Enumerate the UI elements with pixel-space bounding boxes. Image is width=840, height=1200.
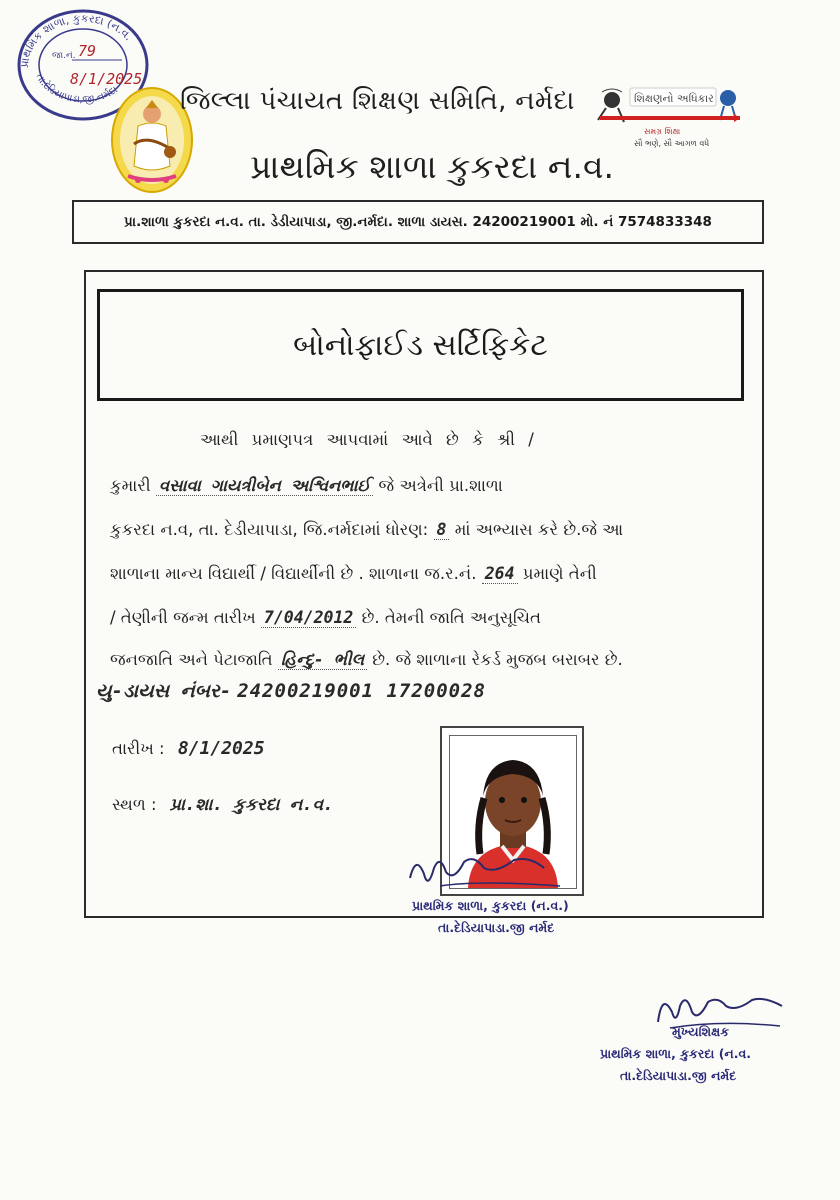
prefix-kumari: કુમારી xyxy=(110,476,151,495)
subcaste: હિન્દુ- ભીલ xyxy=(278,650,367,670)
certificate-title-box xyxy=(97,289,744,401)
header-district-title: જિલ્લા પંચાયત શિક્ષણ સમિતિ, નર્મદા xyxy=(180,86,575,116)
cert-line-6-a: જનજાતિ અને પેટાજાતિ xyxy=(110,650,273,669)
birth-date: 7/04/2012 xyxy=(261,608,356,628)
stamp-number-value: 79 xyxy=(78,42,97,60)
cert-line-2 xyxy=(110,476,730,496)
cert-line-6 xyxy=(110,650,730,670)
date-value: 8/1/2025 xyxy=(177,738,265,759)
date-line xyxy=(112,738,732,759)
right-logo-line1: સમગ્ર શિક્ષા xyxy=(644,127,681,136)
certificate-title: બોનોફાઈડ સર્ટિફિકેટ xyxy=(293,327,548,363)
place-line xyxy=(112,795,732,815)
cert-line-2-suffix: જે અત્રેની પ્રા.શાળા xyxy=(378,476,503,495)
seal-1-line-2: તા.દેડિયાપાડા.જી નર્મદ xyxy=(438,920,555,935)
udise-label: યુ-ડાયસ નંબર- xyxy=(96,680,232,702)
cert-line-4 xyxy=(110,564,730,584)
cert-line-5-b: છે. તેમની જાતિ અનુસૂચિત xyxy=(361,608,541,627)
stamp-ring-top-text: પ્રાથમિક શાળા, કુકરદા (ન.વ. xyxy=(17,11,135,69)
seal-2-line-3: તા.દેડિયાપાડા.જી નર્મદ xyxy=(620,1068,737,1083)
stamp-date-value: 8/1/2025 xyxy=(70,70,143,88)
udise-line xyxy=(96,680,716,702)
stamp-number-label: જા.નં. xyxy=(52,51,76,61)
student-name: વસાવા ગાયત્રીબેન અશ્વિનભાઈ xyxy=(156,476,373,496)
header-school-title: પ્રાથમિક શાળા કુકરદા ન.વ. xyxy=(250,147,615,186)
udise-value: 24200219001 17200028 xyxy=(237,680,486,702)
seal-2-line-2: પ્રાથમિક શાળા, કુકરદા (ન.વ. xyxy=(600,1046,752,1061)
place-value: પ્રા.શા. કુકરદા ન.વ. xyxy=(169,795,334,815)
seal-2-line-1: મુખ્યશિક્ષક xyxy=(672,1024,730,1039)
school-address-text: પ્રા.શાળા કુકરદા ન.વ. તા. ડેડીયાપાડા, જી.નર્મદા. શાળા ડાયસ. 24200219001 મો. નં 7574833348 xyxy=(124,214,712,230)
cert-line-5 xyxy=(110,608,730,628)
place-label: સ્થળ : xyxy=(112,795,157,814)
gr-number: 264 xyxy=(482,564,518,584)
cert-line-5-a: / તેણીની જન્મ તારીખ xyxy=(110,608,256,627)
school-address-bar xyxy=(72,200,764,244)
right-logo-line2: સૌ ભણે, સૌ આગળ વધે xyxy=(634,139,710,148)
cert-line-4-a: શાળાના માન્ય વિદ્યાર્થી / વિદ્યાર્થીની છે . શાળાના જ.ર.નં. xyxy=(110,564,477,583)
cert-line-4-b: પ્રમાણે તેની xyxy=(522,564,597,583)
signature-1 xyxy=(400,848,600,898)
right-logo-title: શિક્ષણનો અધિકાર xyxy=(634,92,714,105)
date-label: તારીખ : xyxy=(112,739,165,758)
stamp-ring-bottom-text: તા.દેડિયાપાડા,જી.નર્મદા xyxy=(33,71,120,106)
cert-line-3 xyxy=(110,520,730,540)
cert-line-3-a: કુકરદા ન.વ, તા. દેડીયાપાડા, જિ.નર્મદામાં ધોરણ: xyxy=(110,520,429,539)
cert-line-6-b: છે. જે શાળાના રેકર્ડ મુજબ બરાબર છે. xyxy=(372,650,623,669)
student-standard: 8 xyxy=(434,520,450,540)
cert-line-3-b: માં અભ્યાસ કરે છે.જે આ xyxy=(454,520,624,539)
seal-1-line-1: પ્રાથમિક શાળા, કુકરદા (ન.વ.) xyxy=(412,898,569,913)
cert-line-1: આથી પ્રમાણપત્ર આપવામાં આવે છે કે શ્રી / xyxy=(200,430,534,449)
